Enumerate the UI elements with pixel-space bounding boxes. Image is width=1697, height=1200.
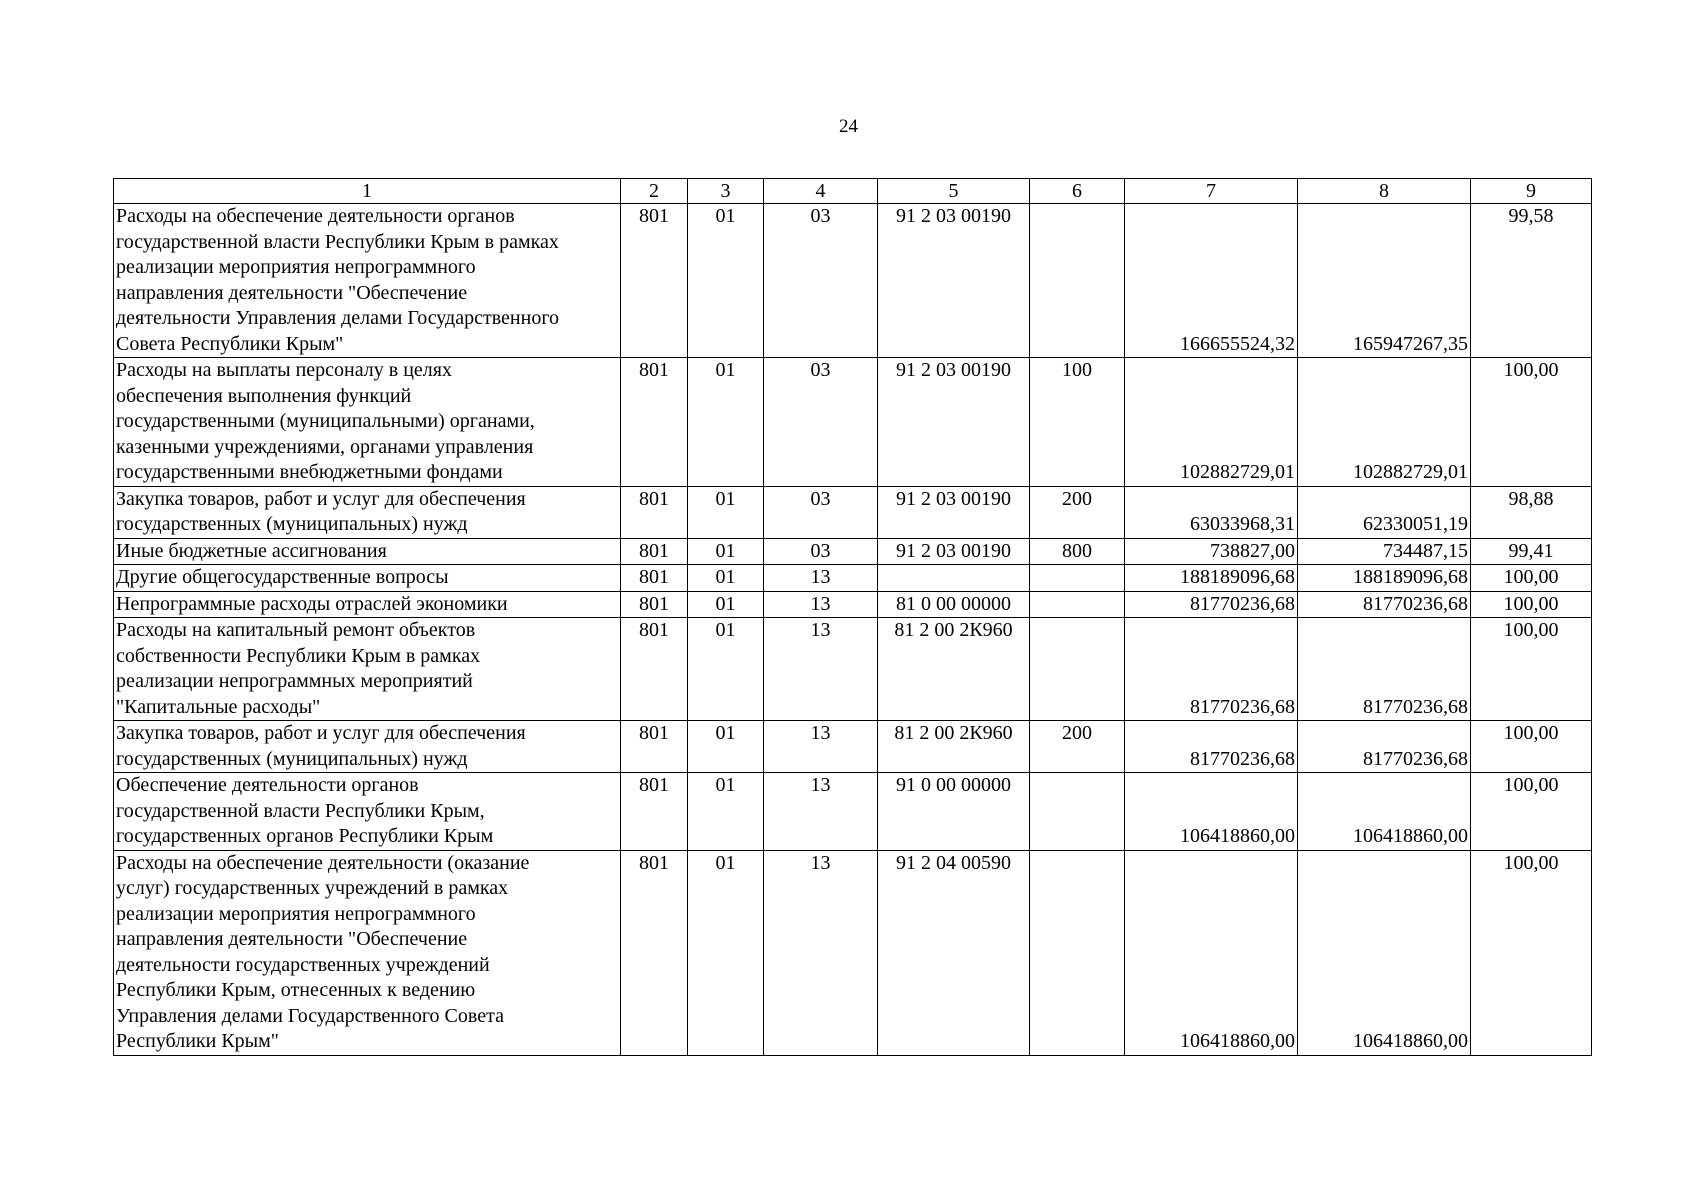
subsection-code-cell: 01 (688, 721, 764, 773)
expense-name-line: "Капитальные расходы" (116, 695, 321, 718)
target-article-cell: 81 0 00 00000 (878, 591, 1030, 618)
section-code-cell: 801 (621, 850, 688, 1055)
header-cell-1: 1 (114, 179, 621, 204)
expense-name-cell (114, 618, 621, 721)
expense-type-cell: 100 (1030, 358, 1125, 487)
item-code-cell: 13 (764, 773, 878, 851)
planned-amount-cell: 106418860,00 (1125, 773, 1298, 851)
section-code-cell: 801 (621, 618, 688, 721)
expense-type-cell (1030, 773, 1125, 851)
expense-type-cell (1030, 850, 1125, 1055)
section-code-cell: 801 (621, 204, 688, 358)
expense-name-line: государственных (муниципальных) нужд (116, 747, 468, 770)
section-code-cell: 801 (621, 721, 688, 773)
table-row (114, 721, 1592, 773)
expense-name-line: Совета Республики Крым" (116, 332, 344, 355)
expense-name-line: Управления делами Государственного Совета (116, 1004, 504, 1027)
execution-percent-cell: 100,00 (1471, 773, 1592, 851)
page-number: 24 (839, 116, 858, 137)
header-cell-3: 3 (688, 179, 764, 204)
expense-name-cell (114, 591, 621, 618)
expense-name-cell (114, 721, 621, 773)
expense-name-line: государственных (муниципальных) нужд (116, 513, 468, 535)
header-cell-4: 4 (764, 179, 878, 204)
header-cell-5: 5 (878, 179, 1030, 204)
item-code-cell: 13 (764, 618, 878, 721)
section-code-cell: 801 (621, 565, 688, 592)
expense-name-cell (114, 538, 621, 565)
expense-name-line: казенными учреждениями, органами управления (116, 435, 534, 458)
executed-amount-cell: 81770236,68 (1298, 721, 1471, 773)
table-body (114, 179, 1592, 1056)
expense-name-line: государственных органов Республики Крым (116, 825, 494, 847)
header-cell-6: 6 (1030, 179, 1125, 204)
target-article-cell (878, 565, 1030, 592)
expense-name-line: Расходы на выплаты персоналу в целях (116, 359, 452, 381)
expense-name-line: Другие общегосударственные вопросы (116, 566, 449, 588)
executed-amount-cell: 106418860,00 (1298, 773, 1471, 851)
item-code-cell: 13 (764, 565, 878, 592)
subsection-code-cell: 01 (688, 850, 764, 1055)
subsection-code-cell: 01 (688, 204, 764, 358)
planned-amount-cell: 63033968,31 (1125, 486, 1298, 538)
execution-percent-cell: 100,00 (1471, 721, 1592, 773)
execution-percent-cell: 100,00 (1471, 591, 1592, 618)
table-row (114, 850, 1592, 1055)
expense-type-cell (1030, 591, 1125, 618)
expense-name-line: реализации мероприятия непрограммного (116, 256, 476, 278)
expense-name-line: собственности Республики Крым в рамках (116, 644, 481, 667)
executed-amount-cell: 165947267,35 (1298, 204, 1471, 358)
planned-amount-cell: 106418860,00 (1125, 850, 1298, 1055)
subsection-code-cell: 01 (688, 618, 764, 721)
planned-amount-cell: 102882729,01 (1125, 358, 1298, 487)
section-code-cell: 801 (621, 591, 688, 618)
table-row (114, 773, 1592, 851)
header-cell-2: 2 (621, 179, 688, 204)
execution-percent-cell: 99,58 (1471, 204, 1592, 358)
expense-name-line: реализации мероприятия непрограммного (116, 902, 476, 925)
expense-name-line: Расходы на капитальный ремонт объектов (116, 619, 476, 641)
expense-type-cell: 200 (1030, 486, 1125, 538)
expense-name-line: Расходы на обеспечение деятельности (оказание (116, 851, 530, 874)
table-row (114, 486, 1592, 538)
executed-amount-cell: 81770236,68 (1298, 591, 1471, 618)
planned-amount-cell: 188189096,68 (1125, 565, 1298, 592)
expense-name-line: деятельности Управления делами Государственного (116, 307, 560, 329)
item-code-cell: 03 (764, 486, 878, 538)
expense-name-line: государственной власти Республики Крым, (116, 799, 485, 822)
target-article-cell: 91 2 03 00190 (878, 538, 1030, 565)
target-article-cell: 91 2 04 00590 (878, 850, 1030, 1055)
table-row (114, 565, 1592, 592)
table-row (114, 358, 1592, 487)
expense-type-cell: 200 (1030, 721, 1125, 773)
table-row (114, 538, 1592, 565)
expense-name-line: деятельности государственных учреждений (116, 953, 490, 976)
target-article-cell: 81 2 00 2К960 (878, 618, 1030, 721)
expense-name-line: обеспечения выполнения функций (116, 384, 412, 407)
planned-amount-cell: 81770236,68 (1125, 618, 1298, 721)
planned-amount-cell: 81770236,68 (1125, 721, 1298, 773)
section-code-cell: 801 (621, 538, 688, 565)
expense-type-cell: 800 (1030, 538, 1125, 565)
expense-name-cell (114, 204, 621, 358)
expense-type-cell (1030, 618, 1125, 721)
expense-name-cell (114, 773, 621, 851)
header-cell-9: 9 (1471, 179, 1592, 204)
subsection-code-cell: 01 (688, 591, 764, 618)
executed-amount-cell: 188189096,68 (1298, 565, 1471, 592)
expense-name-line: направления деятельности "Обеспечение (116, 928, 468, 950)
execution-percent-cell: 100,00 (1471, 565, 1592, 592)
expense-name-line: Расходы на обеспечение деятельности органов (116, 205, 515, 227)
expense-name-line: Закупка товаров, работ и услуг для обеспечения (116, 487, 526, 510)
planned-amount-cell: 81770236,68 (1125, 591, 1298, 618)
execution-percent-cell: 99,41 (1471, 538, 1592, 565)
header-cell-8: 8 (1298, 179, 1471, 204)
subsection-code-cell: 01 (688, 358, 764, 487)
executed-amount-cell: 734487,15 (1298, 538, 1471, 565)
expense-name-line: Иные бюджетные ассигнования (116, 539, 387, 562)
execution-percent-cell: 100,00 (1471, 358, 1592, 487)
subsection-code-cell: 01 (688, 773, 764, 851)
expense-name-line: государственными (муниципальными) органами, (116, 410, 535, 432)
section-code-cell: 801 (621, 773, 688, 851)
subsection-code-cell: 01 (688, 538, 764, 565)
expense-name-cell (114, 850, 621, 1055)
section-code-cell: 801 (621, 358, 688, 487)
table-row (114, 591, 1592, 618)
execution-percent-cell: 98,88 (1471, 486, 1592, 538)
expense-type-cell (1030, 204, 1125, 358)
header-row (114, 179, 1592, 204)
budget-table (113, 178, 1592, 1056)
executed-amount-cell: 81770236,68 (1298, 618, 1471, 721)
target-article-cell: 91 2 03 00190 (878, 358, 1030, 487)
executed-amount-cell: 106418860,00 (1298, 850, 1471, 1055)
expense-name-cell (114, 486, 621, 538)
subsection-code-cell: 01 (688, 565, 764, 592)
executed-amount-cell: 102882729,01 (1298, 358, 1471, 487)
expense-name-line: Закупка товаров, работ и услуг для обеспечения (116, 722, 526, 744)
expense-name-cell (114, 565, 621, 592)
expense-name-line: Республики Крым, отнесенных к ведению (116, 979, 476, 1001)
header-cell-7: 7 (1125, 179, 1298, 204)
item-code-cell: 13 (764, 850, 878, 1055)
expense-name-line: Республики Крым" (116, 1030, 279, 1052)
table-row (114, 618, 1592, 721)
expense-name-line: государственной власти Республики Крым в рамках (116, 230, 559, 253)
planned-amount-cell: 738827,00 (1125, 538, 1298, 565)
item-code-cell: 03 (764, 538, 878, 565)
target-article-cell: 91 0 00 00000 (878, 773, 1030, 851)
executed-amount-cell: 62330051,19 (1298, 486, 1471, 538)
execution-percent-cell: 100,00 (1471, 850, 1592, 1055)
execution-percent-cell: 100,00 (1471, 618, 1592, 721)
expense-name-line: услуг) государственных учреждений в рамках (116, 877, 509, 899)
item-code-cell: 03 (764, 204, 878, 358)
target-article-cell: 91 2 03 00190 (878, 204, 1030, 358)
expense-name-line: государственными внебюджетными фондами (116, 461, 503, 483)
target-article-cell: 81 2 00 2К960 (878, 721, 1030, 773)
target-article-cell: 91 2 03 00190 (878, 486, 1030, 538)
expense-name-line: направления деятельности "Обеспечение (116, 281, 468, 304)
item-code-cell: 03 (764, 358, 878, 487)
item-code-cell: 13 (764, 721, 878, 773)
expense-name-line: Непрограммные расходы отраслей экономики (116, 592, 508, 615)
subsection-code-cell: 01 (688, 486, 764, 538)
planned-amount-cell: 166655524,32 (1125, 204, 1298, 358)
table-row (114, 204, 1592, 358)
item-code-cell: 13 (764, 591, 878, 618)
expense-name-cell (114, 358, 621, 487)
expense-name-line: Обеспечение деятельности органов (116, 774, 419, 796)
expense-type-cell (1030, 565, 1125, 592)
expense-name-line: реализации непрограммных мероприятий (116, 670, 473, 692)
section-code-cell: 801 (621, 486, 688, 538)
